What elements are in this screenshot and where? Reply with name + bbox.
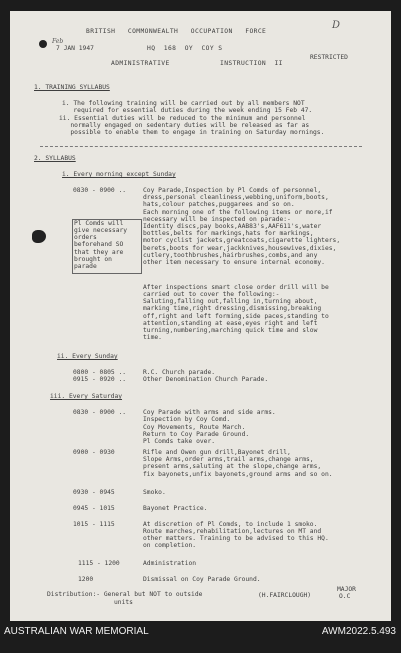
time-slot: 1015 - 1115	[73, 521, 115, 528]
schedule-item: Administration	[143, 560, 197, 567]
footer-institution: AUSTRALIAN WAR MEMORIAL	[4, 626, 149, 637]
section1-line: required for essential duties during the week ending 15 Feb 47.	[62, 107, 313, 114]
schedule-item: Other Denomination Church Parade.	[143, 376, 269, 383]
divider	[40, 146, 362, 147]
hq-unit: HQ 168 OY COY S	[147, 45, 223, 52]
time-slot: 0930 - 0945	[73, 489, 115, 496]
schedule-item: Dismissal on Coy Parade Ground.	[143, 576, 261, 583]
time-slot: 0800 - 0805 ..	[73, 369, 127, 376]
section1-line: i. The following training will be carried out by all members NOT	[62, 100, 305, 107]
time-slot: 0945 - 1015	[73, 505, 115, 512]
time-slot: 0900 - 0930	[73, 449, 115, 456]
time-slot: 1115 - 1200	[78, 560, 120, 567]
signer-title: O.C	[339, 593, 351, 600]
section1-line: possible to enable them to engage in training on Saturday mornings.	[59, 129, 325, 136]
restricted-label: RESTRICTED	[310, 54, 348, 61]
instruction-label: INSTRUCTION II	[220, 60, 283, 67]
schedule-item: Bayonet Practice.	[143, 505, 208, 512]
time-slot: 0830 - 0900 ..	[73, 409, 127, 416]
footer-accession-number: AWM2022.5.493	[321, 626, 396, 637]
schedule-item: Smoko.	[143, 489, 166, 496]
document-page: BRITISH COMMONWEALTH OCCUPATION FORCE D Feb 7 JAN 1947 HQ 168 OY COY S RESTRICTED ADMINISTRATIVE INSTRUCTION II 1. TRAINING SYLLABUS i. The following training will be carried out by all members NOT required for essential duties during the week ending 15 Feb 47. ii. Essential duties will be reduced to the minimum and personnel normally engaged on sedentary duties will be released as far as possible to enable them to engage in training on Saturday mornings. 2. SYLLABUS i. Every morning except Sunday 0830 - 0900 .. Coy Parade,Inspection by Pl Comds of personnel, dress,personal cleanliness,webbing,uniform,boots, hats,colour patches,puggarees and so on. Each morning one of the following items or more,if necessary will be inspected on parade:- Identity discs,pay books,AAB83's,AAF611's,water bottles,belts for markings,hats for markings, motor cyclist jackets,greatcoats,cigarette lighters, berets,boots for wear,jackknives,housewives,dixies, cutlery,toothbrushes,hairbrushes,combs,and any other item necessary to ensure internal economy. Pl Comds will give necessary orders beforehand SO that they are brought on parade After inspections smart close order drill will be carried out to cover the following:- Saluting,falling out,falling in,turning about, marking time,right dressing,dismissing,breaking off,right and left forming,side paces,standing to attention,standing at ease,eyes right and left turning,numbering,marching quick time and slow time. ii. Every Sunday 0800 - 0805 .. R.C. Church parade. 0915 - 0920 .. Other Denomination Church Parade. iii. Every Saturday 0830 - 0900 .. Coy Parade with arms and side arms. Inspection by Coy Comd. Coy Movements, Route March. Return to Coy Parade Ground. Pl Comds take over. 0900 - 0930 Rifle and Owen gun drill,Bayonet drill, Slope Arms,order arms,trail arms,change arms, present arms,saluting at the slope,change arms, fix bayonets,unfix bayonets,ground arms and so on. 0930 - 0945 Smoko. 0945 - 1015 Bayonet Practice. 1015 - 1115 At discretion of Pl Comds, to include 1 smoko. Route marches,rehabilitation,lectures on MT and other matters. Training to be advised to this HQ. on completion. 1115 - 1200 Administration 1200 Dismissal on Coy Parade Ground. Distribution:- General but NOT to outside units (H.FAIRCLOUGH) MAJOR O.C	[10, 11, 391, 621]
section1-line: normally engaged on sedentary duties will be released as far as	[59, 122, 310, 129]
section1-heading: 1. TRAINING SYLLABUS	[34, 84, 110, 91]
signer-rank: MAJOR	[337, 586, 356, 593]
date-stamp: 7 JAN 1947	[56, 45, 94, 52]
section2-heading: 2. SYLLABUS	[34, 155, 76, 162]
handwritten-mark: D	[332, 20, 341, 31]
distribution-label: Distribution:- General but NOT to outside	[47, 591, 203, 598]
distribution-units: units	[114, 599, 133, 606]
administrative-label: ADMINISTRATIVE	[111, 60, 170, 67]
every-saturday-heading: iii. Every Saturday	[50, 393, 123, 400]
date-handwritten: Feb	[52, 38, 64, 45]
ink-blot	[39, 40, 47, 48]
signer-name: (H.FAIRCLOUGH)	[258, 592, 312, 599]
time-slot: 0830 - 0900 ..	[73, 187, 127, 194]
every-sunday-heading: ii. Every Sunday	[57, 353, 118, 360]
schedule-item: R.C. Church parade.	[143, 369, 216, 376]
section1-line: ii. Essential duties will be reduced to the minimum and personnel	[59, 115, 306, 122]
header-title: BRITISH COMMONWEALTH OCCUPATION FORCE	[86, 28, 267, 35]
ink-blot	[32, 230, 46, 243]
time-slot: 1200	[78, 576, 94, 583]
every-morning-heading: i. Every morning except Sunday	[62, 171, 176, 178]
time-slot: 0915 - 0920 ..	[73, 376, 127, 383]
